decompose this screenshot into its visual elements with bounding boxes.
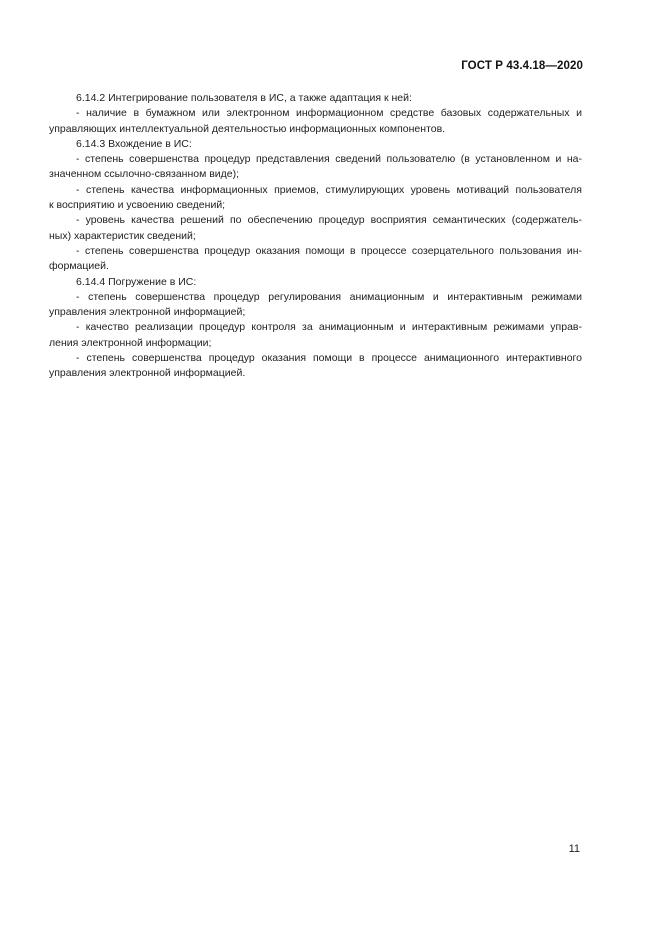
list-item-continuation: ления электронной информации; — [49, 336, 212, 349]
list-item: - наличие в бумажном или электронном информационном средстве базовых содержательных и — [76, 107, 582, 120]
list-item-continuation: управления электронной информацией. — [49, 367, 246, 380]
page-number: 11 — [568, 843, 580, 855]
list-item-continuation: ных) характеристик сведений; — [49, 229, 196, 242]
section-6-14-2 — [49, 91, 582, 137]
list-item-continuation: управляющих интеллектуальной деятельностью информационных компонентов. — [49, 122, 446, 135]
list-item-continuation: к восприятию и усвоению сведений; — [49, 199, 226, 212]
list-item: - степень совершенства процедур оказания помощи в процессе анимационного интерактивного — [76, 352, 582, 365]
list-item: - степень совершенства процедур оказания помощи в процессе созерцательного пользования ин- — [76, 244, 582, 257]
document-body — [49, 91, 582, 382]
list-item-continuation: значенном ссылочно-связанном виде); — [49, 168, 240, 181]
list-item: - качество реализации процедур контроля за анимационным и интерактивным режимами управ- — [76, 321, 582, 334]
section-heading: 6.14.4 Погружение в ИС: — [76, 275, 197, 288]
section-heading: 6.14.2 Интегрирование пользователя в ИС, а также адаптация к ней: — [76, 92, 412, 104]
list-item: - степень совершенства процедур регулирования анимационным и интерактивным режимами — [76, 290, 582, 303]
section-6-14-3 — [49, 137, 582, 275]
list-item-continuation: формацией. — [49, 260, 109, 273]
section-heading: 6.14.3 Вхождение в ИС: — [76, 137, 192, 150]
list-item-continuation: управления электронной информацией; — [49, 306, 246, 319]
list-item: - степень совершенства процедур представления сведений пользователю (в установленном и на- — [76, 153, 582, 166]
list-item: - степень качества информационных приемов, стимулирующих уровень мотиваций пользователя — [76, 183, 582, 196]
document-header: ГОСТ Р 43.4.18—2020 — [461, 60, 583, 72]
section-6-14-4 — [49, 275, 582, 382]
list-item: - уровень качества решений по обеспечению процедур восприятия семантических (содержатель- — [76, 214, 582, 227]
